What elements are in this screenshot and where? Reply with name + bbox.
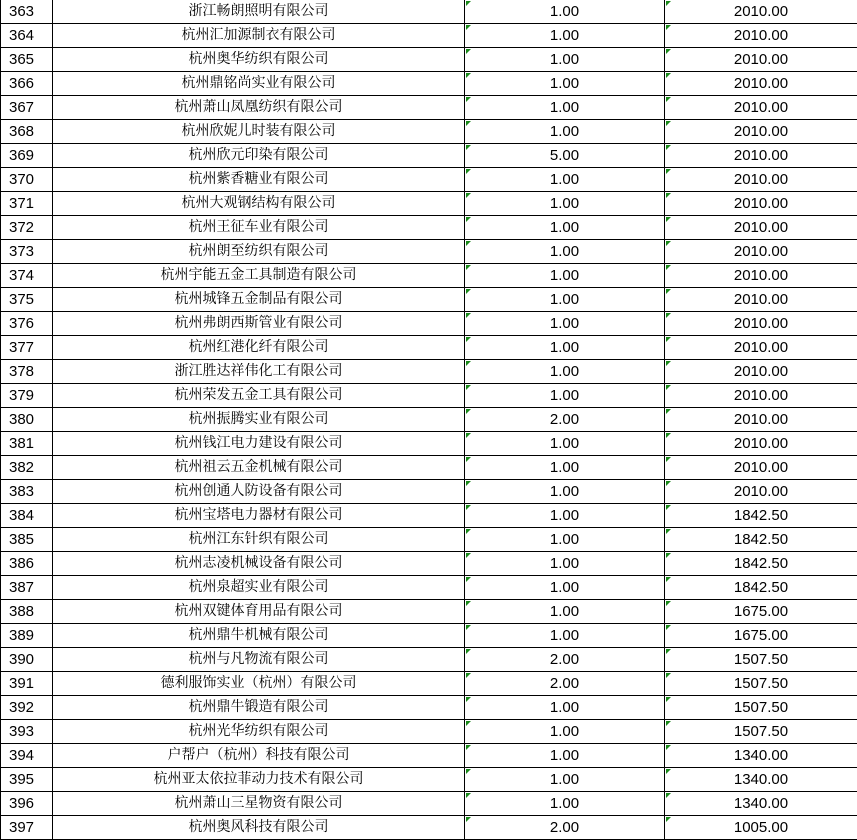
row-number-cell[interactable]: 391 xyxy=(1,672,53,696)
table-row xyxy=(1,288,857,312)
amount-cell[interactable]: 2010.00 xyxy=(665,72,857,96)
quantity-cell[interactable]: 1.00 xyxy=(465,792,665,816)
amount-cell[interactable]: 1507.50 xyxy=(665,648,857,672)
company-name-cell[interactable]: 杭州泉超实业有限公司 xyxy=(53,576,465,600)
row-number-cell[interactable]: 383 xyxy=(1,480,53,504)
amount-cell[interactable]: 2010.00 xyxy=(665,144,857,168)
table-row xyxy=(1,744,857,768)
amount-cell[interactable]: 2010.00 xyxy=(665,120,857,144)
table-row xyxy=(1,144,857,168)
company-name-cell[interactable]: 杭州王征车业有限公司 xyxy=(53,216,465,240)
row-number-cell[interactable]: 376 xyxy=(1,312,53,336)
table-row xyxy=(1,456,857,480)
row-number-cell[interactable]: 397 xyxy=(1,816,53,840)
table-row xyxy=(1,504,857,528)
quantity-cell[interactable]: 1.00 xyxy=(465,552,665,576)
quantity-cell[interactable]: 1.00 xyxy=(465,384,665,408)
quantity-cell[interactable]: 1.00 xyxy=(465,336,665,360)
quantity-cell[interactable]: 2.00 xyxy=(465,816,665,840)
quantity-cell[interactable]: 1.00 xyxy=(465,504,665,528)
table-row xyxy=(1,240,857,264)
row-number-cell[interactable]: 382 xyxy=(1,456,53,480)
quantity-cell[interactable]: 1.00 xyxy=(465,120,665,144)
quantity-cell[interactable]: 1.00 xyxy=(465,528,665,552)
table-row xyxy=(1,192,857,216)
row-number-cell[interactable]: 365 xyxy=(1,48,53,72)
row-number-cell[interactable]: 378 xyxy=(1,360,53,384)
company-name-cell[interactable]: 杭州振腾实业有限公司 xyxy=(53,408,465,432)
table-row xyxy=(1,768,857,792)
company-name-cell[interactable]: 杭州萧山凤凰纺织有限公司 xyxy=(53,96,465,120)
amount-cell[interactable]: 2010.00 xyxy=(665,264,857,288)
table-row xyxy=(1,672,857,696)
row-number-cell[interactable]: 372 xyxy=(1,216,53,240)
company-name-cell[interactable]: 杭州宇能五金工具制造有限公司 xyxy=(53,264,465,288)
company-name-cell[interactable]: 杭州与凡物流有限公司 xyxy=(53,648,465,672)
row-number-cell[interactable]: 367 xyxy=(1,96,53,120)
amount-cell[interactable]: 2010.00 xyxy=(665,288,857,312)
amount-cell[interactable]: 1842.50 xyxy=(665,552,857,576)
quantity-cell[interactable]: 1.00 xyxy=(465,216,665,240)
row-number-cell[interactable]: 371 xyxy=(1,192,53,216)
company-name-cell[interactable]: 杭州江东针织有限公司 xyxy=(53,528,465,552)
table-row xyxy=(1,216,857,240)
row-number-cell[interactable]: 386 xyxy=(1,552,53,576)
company-name-cell[interactable]: 杭州萧山三星物资有限公司 xyxy=(53,792,465,816)
amount-cell[interactable]: 2010.00 xyxy=(665,96,857,120)
company-name-cell[interactable]: 杭州创通人防设备有限公司 xyxy=(53,480,465,504)
company-name-cell[interactable]: 德利服饰实业（杭州）有限公司 xyxy=(53,672,465,696)
company-name-cell[interactable]: 杭州鼎牛锻造有限公司 xyxy=(53,696,465,720)
row-number-cell[interactable]: 385 xyxy=(1,528,53,552)
company-name-cell[interactable]: 杭州奥华纺织有限公司 xyxy=(53,48,465,72)
row-number-cell[interactable]: 368 xyxy=(1,120,53,144)
quantity-cell[interactable]: 1.00 xyxy=(465,48,665,72)
amount-cell[interactable]: 1005.00 xyxy=(665,816,857,840)
table-row xyxy=(1,72,857,96)
row-number-cell[interactable]: 393 xyxy=(1,720,53,744)
row-number-cell[interactable]: 381 xyxy=(1,432,53,456)
row-number-cell[interactable]: 377 xyxy=(1,336,53,360)
quantity-cell[interactable]: 2.00 xyxy=(465,408,665,432)
row-number-cell[interactable]: 387 xyxy=(1,576,53,600)
table-row xyxy=(1,48,857,72)
company-name-cell[interactable]: 杭州荣发五金工具有限公司 xyxy=(53,384,465,408)
quantity-cell[interactable]: 1.00 xyxy=(465,432,665,456)
company-name-cell[interactable]: 户帮户（杭州）科技有限公司 xyxy=(53,744,465,768)
quantity-cell[interactable]: 1.00 xyxy=(465,744,665,768)
table-row xyxy=(1,624,857,648)
table-body xyxy=(1,0,857,840)
company-name-cell[interactable]: 杭州光华纺织有限公司 xyxy=(53,720,465,744)
amount-cell[interactable]: 1842.50 xyxy=(665,528,857,552)
row-number-cell[interactable]: 380 xyxy=(1,408,53,432)
quantity-cell[interactable]: 1.00 xyxy=(465,0,665,24)
company-name-cell[interactable]: 杭州弗朗西斯管业有限公司 xyxy=(53,312,465,336)
row-number-cell[interactable]: 396 xyxy=(1,792,53,816)
amount-cell[interactable]: 2010.00 xyxy=(665,216,857,240)
quantity-cell[interactable]: 1.00 xyxy=(465,600,665,624)
table-row xyxy=(1,432,857,456)
amount-cell[interactable]: 1340.00 xyxy=(665,744,857,768)
table-row xyxy=(1,480,857,504)
amount-cell[interactable]: 1507.50 xyxy=(665,696,857,720)
company-name-cell[interactable]: 杭州欣妮儿时装有限公司 xyxy=(53,120,465,144)
quantity-cell[interactable]: 1.00 xyxy=(465,96,665,120)
amount-cell[interactable]: 2010.00 xyxy=(665,480,857,504)
company-name-cell[interactable]: 杭州奥风科技有限公司 xyxy=(53,816,465,840)
table-row xyxy=(1,336,857,360)
company-name-cell[interactable]: 浙江胜达祥伟化工有限公司 xyxy=(53,360,465,384)
table-row xyxy=(1,528,857,552)
quantity-cell[interactable]: 1.00 xyxy=(465,624,665,648)
amount-cell[interactable]: 2010.00 xyxy=(665,336,857,360)
quantity-cell[interactable]: 1.00 xyxy=(465,480,665,504)
table-row xyxy=(1,168,857,192)
row-number-cell[interactable]: 392 xyxy=(1,696,53,720)
quantity-cell[interactable]: 1.00 xyxy=(465,456,665,480)
amount-cell[interactable]: 2010.00 xyxy=(665,24,857,48)
row-number-cell[interactable]: 394 xyxy=(1,744,53,768)
amount-cell[interactable]: 1340.00 xyxy=(665,792,857,816)
table-row xyxy=(1,720,857,744)
row-number-cell[interactable]: 388 xyxy=(1,600,53,624)
company-name-cell[interactable]: 杭州祖云五金机械有限公司 xyxy=(53,456,465,480)
amount-cell[interactable]: 1675.00 xyxy=(665,624,857,648)
table-row xyxy=(1,312,857,336)
row-number-cell[interactable]: 375 xyxy=(1,288,53,312)
company-name-cell[interactable]: 杭州鼎牛机械有限公司 xyxy=(53,624,465,648)
quantity-cell[interactable]: 1.00 xyxy=(465,360,665,384)
amount-cell[interactable]: 1675.00 xyxy=(665,600,857,624)
quantity-cell[interactable]: 1.00 xyxy=(465,720,665,744)
table-row xyxy=(1,576,857,600)
table-row xyxy=(1,120,857,144)
company-name-cell[interactable]: 浙江畅朗照明有限公司 xyxy=(53,0,465,24)
row-number-cell[interactable]: 363 xyxy=(1,0,53,24)
quantity-cell[interactable]: 1.00 xyxy=(465,24,665,48)
quantity-cell[interactable]: 1.00 xyxy=(465,312,665,336)
row-number-cell[interactable]: 366 xyxy=(1,72,53,96)
quantity-cell[interactable]: 2.00 xyxy=(465,672,665,696)
amount-cell[interactable]: 2010.00 xyxy=(665,240,857,264)
amount-cell[interactable]: 1842.50 xyxy=(665,576,857,600)
table-row xyxy=(1,816,857,840)
company-name-cell[interactable]: 杭州欣元印染有限公司 xyxy=(53,144,465,168)
table-row xyxy=(1,792,857,816)
company-name-cell[interactable]: 杭州城锋五金制品有限公司 xyxy=(53,288,465,312)
quantity-cell[interactable]: 1.00 xyxy=(465,696,665,720)
company-name-cell[interactable]: 杭州紫香糖业有限公司 xyxy=(53,168,465,192)
amount-cell[interactable]: 1507.50 xyxy=(665,672,857,696)
quantity-cell[interactable]: 1.00 xyxy=(465,240,665,264)
company-name-cell[interactable]: 杭州亚太依拉菲动力技术有限公司 xyxy=(53,768,465,792)
table-row xyxy=(1,96,857,120)
quantity-cell[interactable]: 1.00 xyxy=(465,72,665,96)
amount-cell[interactable]: 2010.00 xyxy=(665,384,857,408)
row-number-cell[interactable]: 374 xyxy=(1,264,53,288)
company-name-cell[interactable]: 杭州钱江电力建设有限公司 xyxy=(53,432,465,456)
amount-cell[interactable]: 2010.00 xyxy=(665,312,857,336)
table-row xyxy=(1,552,857,576)
row-number-cell[interactable]: 370 xyxy=(1,168,53,192)
amount-cell[interactable]: 2010.00 xyxy=(665,432,857,456)
company-name-cell[interactable]: 杭州汇加源制衣有限公司 xyxy=(53,24,465,48)
row-number-cell[interactable]: 384 xyxy=(1,504,53,528)
quantity-cell[interactable]: 2.00 xyxy=(465,648,665,672)
row-number-cell[interactable]: 390 xyxy=(1,648,53,672)
table-row xyxy=(1,648,857,672)
table-row xyxy=(1,696,857,720)
quantity-cell[interactable]: 5.00 xyxy=(465,144,665,168)
company-name-cell[interactable]: 杭州志凌机械设备有限公司 xyxy=(53,552,465,576)
row-number-cell[interactable]: 364 xyxy=(1,24,53,48)
company-name-cell[interactable]: 杭州朗至纺织有限公司 xyxy=(53,240,465,264)
quantity-cell[interactable]: 1.00 xyxy=(465,288,665,312)
table-row xyxy=(1,264,857,288)
table-row xyxy=(1,24,857,48)
quantity-cell[interactable]: 1.00 xyxy=(465,264,665,288)
amount-cell[interactable]: 2010.00 xyxy=(665,0,857,24)
quantity-cell[interactable]: 1.00 xyxy=(465,576,665,600)
row-number-cell[interactable]: 379 xyxy=(1,384,53,408)
amount-cell[interactable]: 2010.00 xyxy=(665,192,857,216)
amount-cell[interactable]: 2010.00 xyxy=(665,168,857,192)
row-number-cell[interactable]: 395 xyxy=(1,768,53,792)
table-row xyxy=(1,384,857,408)
row-number-cell[interactable]: 373 xyxy=(1,240,53,264)
amount-cell[interactable]: 2010.00 xyxy=(665,408,857,432)
table-row xyxy=(1,360,857,384)
amount-cell[interactable]: 1507.50 xyxy=(665,720,857,744)
amount-cell[interactable]: 2010.00 xyxy=(665,360,857,384)
amount-cell[interactable]: 1842.50 xyxy=(665,504,857,528)
table-row xyxy=(1,408,857,432)
company-name-cell[interactable]: 杭州双键体育用品有限公司 xyxy=(53,600,465,624)
table-row xyxy=(1,0,857,24)
quantity-cell[interactable]: 1.00 xyxy=(465,768,665,792)
row-number-cell[interactable]: 389 xyxy=(1,624,53,648)
row-number-cell[interactable]: 369 xyxy=(1,144,53,168)
company-name-cell[interactable]: 杭州宝塔电力器材有限公司 xyxy=(53,504,465,528)
amount-cell[interactable]: 2010.00 xyxy=(665,456,857,480)
company-name-cell[interactable]: 杭州红港化纤有限公司 xyxy=(53,336,465,360)
amount-cell[interactable]: 2010.00 xyxy=(665,48,857,72)
company-name-cell[interactable]: 杭州鼎铭尚实业有限公司 xyxy=(53,72,465,96)
table-row xyxy=(1,600,857,624)
company-name-cell[interactable]: 杭州大观钢结构有限公司 xyxy=(53,192,465,216)
amount-cell[interactable]: 1340.00 xyxy=(665,768,857,792)
quantity-cell[interactable]: 1.00 xyxy=(465,168,665,192)
quantity-cell[interactable]: 1.00 xyxy=(465,192,665,216)
